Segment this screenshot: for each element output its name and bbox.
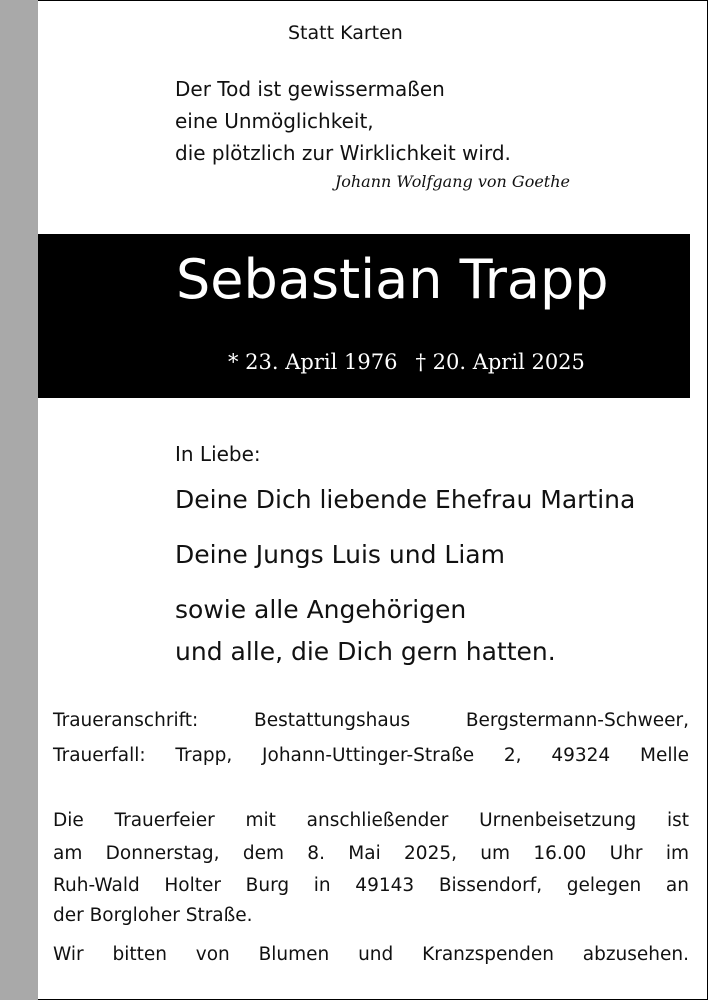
address-line-1: Traueranschrift: Bestattungshaus Bergstermann-Schweer, xyxy=(53,710,689,731)
quote-line-2: eine Unmöglichkeit, xyxy=(175,109,374,133)
ceremony-line-3: Ruh-Wald Holter Burg in 49143 Bissendorf, gelegen an xyxy=(53,875,689,896)
mourner-line-3: sowie alle Angehörigen xyxy=(175,595,467,624)
left-gray-bar xyxy=(0,0,38,1000)
ceremony-line-4: der Borgloher Straße. xyxy=(53,905,253,926)
header-text: Statt Karten xyxy=(288,22,403,44)
address-line-2: Trauerfall: Trapp, Johann-Uttinger-Straße 2, 49324 Melle xyxy=(53,745,689,766)
mourner-line-4: und alle, die Dich gern hatten. xyxy=(175,637,556,666)
birth-date: * 23. April 1976 xyxy=(228,350,398,374)
flowers-request: Wir bitten von Blumen und Kranzspenden abzusehen. xyxy=(53,944,689,965)
quote-line-1: Der Tod ist gewissermaßen xyxy=(175,77,445,101)
ceremony-line-1: Die Trauerfeier mit anschließender Urnenbeisetzung ist xyxy=(53,810,689,831)
death-date: † 20. April 2025 xyxy=(415,350,585,374)
quote-line-3: die plötzlich zur Wirklichkeit wird. xyxy=(175,141,511,165)
name-banner xyxy=(38,234,690,398)
mourner-line-1: Deine Dich liebende Ehefrau Martina xyxy=(175,485,636,514)
mourners-intro: In Liebe: xyxy=(175,442,261,466)
mourner-line-2: Deine Jungs Luis und Liam xyxy=(175,540,505,569)
quote-author: Johann Wolfgang von Goethe xyxy=(334,172,570,191)
life-dates xyxy=(228,350,585,374)
ceremony-line-2: am Donnerstag, dem 8. Mai 2025, um 16.00 Uhr im xyxy=(53,843,689,864)
deceased-name: Sebastian Trapp xyxy=(176,248,609,311)
